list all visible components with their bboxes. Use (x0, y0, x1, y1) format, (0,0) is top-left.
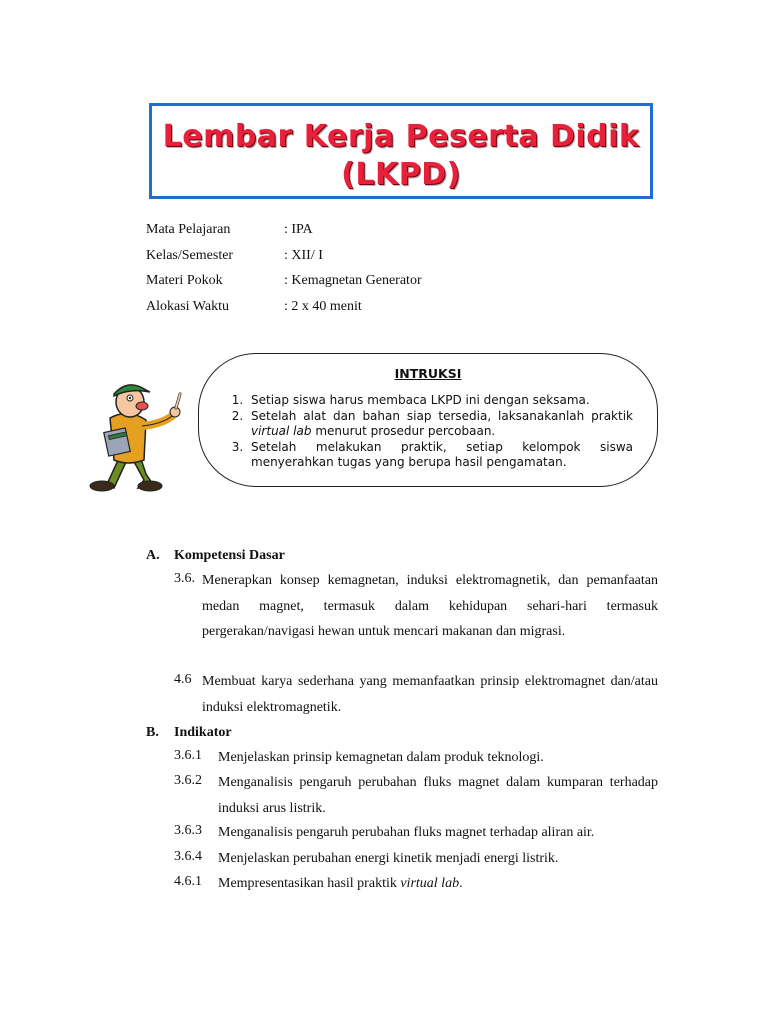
meta-row (146, 297, 422, 323)
meta-row (146, 271, 422, 297)
item-number: 4.6.1 (174, 874, 202, 889)
section-title: Kompetensi Dasar (174, 548, 285, 563)
item-number: 3.6.4 (174, 849, 202, 864)
section-heading (146, 548, 285, 564)
meta-value: : IPA (284, 222, 313, 237)
meta-value: : XII/ I (284, 247, 323, 263)
section-heading (146, 725, 232, 741)
item-text: Menjelaskan prinsip kemagnetan dalam produk teknologi. (218, 750, 544, 765)
list-item (174, 568, 658, 645)
section-title: Indikator (174, 725, 232, 740)
meta-row (146, 246, 422, 272)
list-item (174, 871, 658, 897)
instruction-item: 1. Setiap siswa harus membaca LKPD ini dengan seksama. (247, 393, 633, 409)
item-text: Membuat karya sederhana yang memanfaatkan prinsip elektromagnet dan/atau induksi elektromagnetik. (202, 674, 658, 715)
item-text-part: Mempresentasikan hasil praktik (218, 876, 401, 891)
item-text-suffix: . (459, 876, 463, 891)
instruction-text: menurut prosedur percobaan. (311, 424, 496, 438)
meta-row (146, 220, 422, 246)
section-a (146, 548, 285, 564)
item-text: Menganalisis pengaruh perubahan fluks magnet terhadap aliran air. (218, 825, 595, 840)
cartoon-teacher-pointing-icon (80, 378, 198, 496)
item-number: 3.6.2 (174, 773, 202, 788)
item-number: 4.6 (174, 672, 192, 687)
meta-key: Alokasi Waktu (146, 298, 229, 314)
document-title: Lembar Kerja Peserta Didik (162, 119, 640, 154)
list-item (174, 745, 658, 771)
item-text-italic: virtual lab (400, 876, 460, 891)
item-text: Menerapkan konsep kemagnetan, induksi elektromagnetik, dan pemanfaatan medan magnet, termasuk dalam kehidupan sehari-hari termasuk pergerakan/navigasi hewan untuk mencari makanan dan migrasi. (202, 573, 658, 639)
instruction-item: 3. Setelah melakukan praktik, setiap kelompok siswa menyerahkan tugas yang berupa hasil pengamatan. (247, 440, 633, 471)
meta-key: Mata Pelajaran (146, 222, 231, 237)
item-text (218, 871, 658, 897)
list-item (174, 820, 658, 846)
section-letter: B. (146, 725, 159, 740)
item-number: 3.6. (174, 571, 195, 586)
meta-value: : 2 x 40 menit (284, 298, 362, 314)
section-b (146, 725, 232, 741)
list-item (174, 846, 658, 872)
instruction-text: Setelah alat dan bahan siap tersedia, laksanakanlah praktik (251, 408, 633, 423)
instructions-box (198, 353, 658, 487)
meta-key: Materi Pokok (146, 273, 223, 288)
instruction-italic: virtual lab (251, 424, 312, 438)
section-letter: A. (146, 548, 160, 563)
title-box (149, 103, 653, 199)
instructions-list (199, 393, 657, 471)
instructions-title: INTRUKSI (394, 366, 462, 381)
meta-info (146, 220, 422, 322)
list-item (174, 770, 658, 821)
item-text: Menganalisis pengaruh perubahan fluks magnet dalam kumparan terhadap induksi arus listrik. (218, 775, 658, 816)
meta-key: Kelas/Semester (146, 247, 234, 263)
list-item (174, 669, 658, 720)
document-subtitle: (LKPD) (341, 157, 461, 192)
item-number: 3.6.3 (174, 823, 202, 838)
meta-value: : Kemagnetan Generator (284, 273, 422, 288)
instruction-item (247, 409, 633, 440)
item-number: 3.6.1 (174, 748, 202, 763)
item-text: Menjelaskan perubahan energi kinetik menjadi energi listrik. (218, 851, 559, 866)
